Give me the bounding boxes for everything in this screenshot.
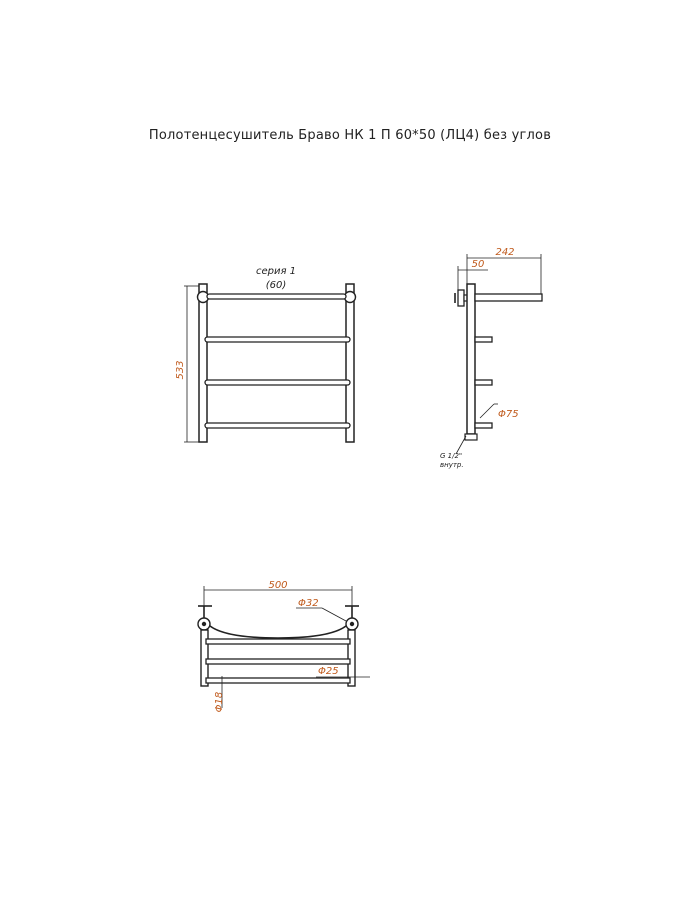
diameter-label: Φ75 bbox=[498, 409, 519, 420]
front-rung bbox=[205, 380, 350, 385]
curved-shelf-rail bbox=[210, 626, 346, 638]
front-rung bbox=[205, 423, 350, 428]
top-rail bbox=[206, 659, 350, 664]
rung-diameter-label: Φ18 bbox=[214, 691, 225, 713]
pipe-diameter-label: Φ32 bbox=[298, 598, 319, 609]
wall-flange bbox=[458, 290, 464, 306]
front-rung bbox=[207, 294, 346, 299]
depth-dimension-label: 242 bbox=[495, 247, 515, 258]
height-dimension-label: 533 bbox=[175, 360, 186, 380]
rung-stub bbox=[475, 423, 492, 428]
series-label: серия 1 bbox=[255, 266, 297, 277]
top-rail bbox=[206, 678, 350, 683]
thread-note: внутр. bbox=[440, 461, 464, 469]
side-riser bbox=[467, 284, 475, 434]
side-view bbox=[440, 247, 542, 469]
rung-stub bbox=[475, 337, 492, 342]
right-riser-pipe bbox=[346, 284, 354, 442]
top-rail bbox=[206, 639, 350, 644]
series-value: (60) bbox=[265, 280, 287, 291]
rail-diameter-label: Φ25 bbox=[318, 666, 339, 677]
rung-stub bbox=[475, 380, 492, 385]
drawing-title: Полотенцесушитель Браво НК 1 П 60*50 (ЛЦ4) без углов bbox=[148, 128, 552, 143]
pipe-leader bbox=[322, 608, 346, 621]
diameter-leader bbox=[480, 404, 494, 418]
thread-label: G 1/2" bbox=[440, 452, 463, 460]
front-view bbox=[175, 266, 356, 442]
left-riser-pipe bbox=[199, 284, 207, 442]
top-view bbox=[198, 580, 370, 712]
offset-dimension-label: 50 bbox=[471, 259, 485, 270]
shelf-rail bbox=[475, 294, 542, 301]
width-dimension-label: 500 bbox=[268, 580, 288, 591]
front-rung bbox=[205, 337, 350, 342]
